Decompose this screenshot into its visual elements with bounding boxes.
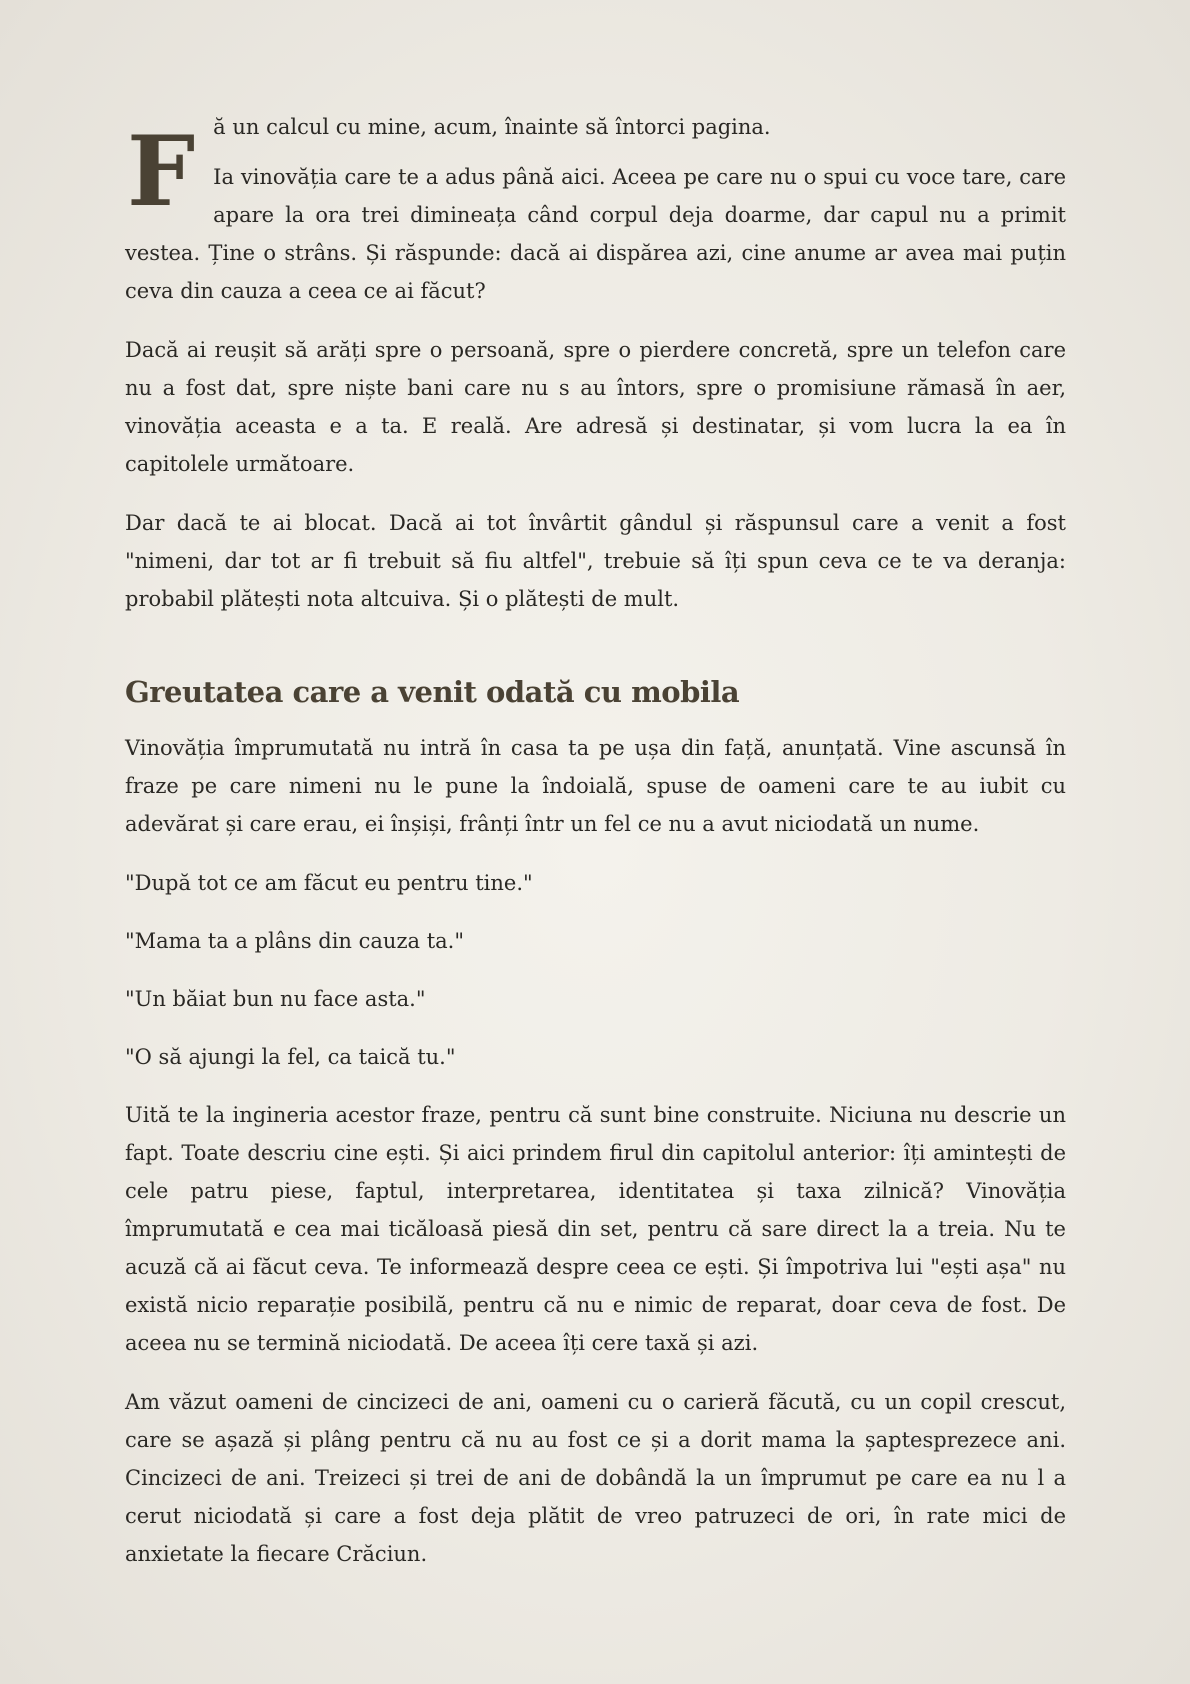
quote-2: "Mama ta a plâns din cauza ta." [125,929,464,953]
section-paragraph-3: Am văzut oameni de cincizeci de ani, oameni cu o carieră făcută, cu un copil crescut, care se așază și plâng pentru că nu au fost ce și a dorit mama la șaptesprezece ani. Cincizeci de ani. Treizeci și trei de ani de dobândă la un împrumut pe care ea nu l a cerut niciodată și care a fost deja plătit de vreo patruzeci de ori, în rate mici de anxietate la fiecare Crăciun. [125,1390,1066,1566]
intro-first-line: ă un calcul cu mine, acum, înainte să întorci pagina. [213,115,771,139]
drop-cap: F [127,115,196,228]
intro-first-paragraph [125,108,1066,228]
book-page [125,108,1066,1594]
section-paragraph-2: Uită te la ingineria acestor fraze, pentru că sunt bine construite. Niciuna nu descrie un fapt. Toate descriu cine ești. Și aici prindem firul din capitolul anterior: îți amintești de cele patru piese, faptul, interpretarea, identitatea și taxa zilnică? Vinovăția împrumutată e cea mai ticăloasă piesă din set, pentru că sare direct la a treia. Nu te acuză că ai făcut ceva. Te informează despre ceea ce ești. Și împotriva lui "ești așa" nu există nicio reparație posibilă, pentru că nu e nimic de reparat, doar ceva de fost. De aceea nu se termină niciodată. De aceea îți cere taxă și azi. [125,1103,1066,1355]
quote-4: "O să ajungi la fel, ca taică tu." [125,1045,456,1069]
quote-1: "După tot ce am făcut eu pentru tine." [125,871,533,895]
section-heading: Greutatea care a venit odată cu mobila [125,675,740,709]
intro-paragraph-1: Ia vinovăția care te a adus până aici. Aceea pe care nu o spui cu voce tare, care apare la ora trei dimineața când corpul deja doarme, dar capul nu a primit vestea. Ține o strâns. Și răspunde: dacă ai dispărea azi, cine anume ar avea mai puțin ceva din cauza a ceea ce ai făcut? [125,165,1066,303]
quote-3: "Un băiat bun nu face asta." [125,987,426,1011]
intro-paragraph-2: Dacă ai reușit să arăți spre o persoană, spre o pierdere concretă, spre un telefon care nu a fost dat, spre niște bani care nu s au întors, spre o promisiune rămasă în aer, vinovăția aceasta e a ta. E reală. Are adresă și destinatar, și vom lucra la ea în capitolele următoare. [125,338,1066,476]
intro-paragraph-3: Dar dacă te ai blocat. Dacă ai tot învârtit gândul și răspunsul care a venit a fost "nimeni, dar tot ar fi trebuit să fiu altfel", trebuie să îți spun ceva ce te va deranja: probabil plătești nota altcuiva. Și o plătești de mult. [125,511,1066,611]
section-paragraph-1: Vinovăția împrumutată nu intră în casa ta pe ușa din față, anunțată. Vine ascunsă în fraze pe care nimeni nu le pune la îndoială, spuse de oameni care te au iubit cu adevărat și care erau, ei înșiși, frânți într un fel ce nu a avut niciodată un nume. [125,736,1066,836]
